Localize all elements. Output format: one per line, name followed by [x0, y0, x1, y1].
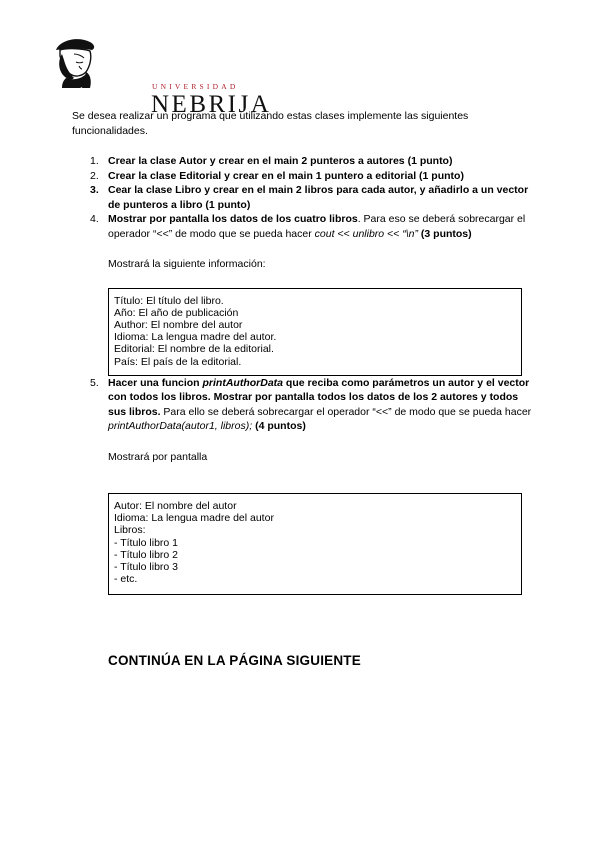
task-text: Cear la clase Libro y crear en el main 2 libros para cada autor, y añadirlo a un vector de punteros a libro (1 punto): [108, 184, 529, 211]
task-item-3: [72, 183, 532, 212]
box-line: Autor: El nombre del autor: [114, 500, 237, 512]
output-caption-1: Mostrará la siguiente información:: [108, 258, 266, 270]
task-list: [72, 154, 532, 241]
code-snippet: printAuthorData(autor1, libros);: [108, 420, 253, 432]
task-list-continued: [72, 376, 532, 434]
continue-notice: CONTINÚA EN LA PÁGINA SIGUIENTE: [108, 653, 361, 668]
task-number: 5.: [90, 376, 99, 389]
erasmus-portrait-icon: [52, 36, 98, 88]
university-logo: [52, 36, 272, 118]
box-line: - Título libro 2: [114, 548, 178, 561]
task-title: Hacer una funcion: [108, 376, 203, 389]
output-box-book: [108, 288, 522, 376]
task-title: Mostrar por pantalla los datos de los cuatro libros: [108, 213, 358, 225]
task-title-rest: que reciba como parámetros un autor y el vector con todos los libros. Mostrar por pantalla todos los datos de los 2 autores y todos sus libros.: [108, 376, 530, 418]
task-item-5: [72, 376, 532, 434]
box-line: - etc.: [114, 573, 138, 586]
output-box-author: [108, 493, 522, 595]
function-name: printAuthorData: [202, 376, 284, 389]
intro-paragraph: Se desea realizar un programa que utilizando estas clases implemente las siguientes funcionalidades.: [72, 110, 469, 137]
box-line: Editorial: El nombre de la editorial.: [114, 343, 274, 356]
task-number: 3.: [90, 184, 99, 196]
task-text: Crear la clase Editorial y crear en el main 1 puntero a editorial (1 punto): [108, 169, 464, 182]
box-line: Año: El año de publicación: [114, 306, 239, 319]
box-line: - Título libro 1: [114, 536, 178, 549]
logo-name: NEBRIJA: [151, 91, 272, 118]
box-line: País: El país de la editorial.: [114, 355, 242, 368]
box-line: Título: El título del libro.: [114, 294, 224, 307]
task-points: (4 puntos): [252, 420, 306, 432]
task-number: 2.: [90, 169, 99, 182]
task-text: Crear la clase Autor y crear en el main 2 punteros a autores (1 punto): [108, 155, 453, 167]
logo-university-word: UNIVERSIDAD: [152, 82, 239, 91]
task-text: Para ello se deberá sobrecargar el operador “<<” de modo que se pueda hacer: [160, 405, 532, 418]
document-body: [72, 109, 532, 595]
task-item-2: [72, 169, 532, 184]
box-line: - Título libro 3: [114, 561, 178, 574]
task-number: 1.: [90, 155, 99, 167]
box-line: Author: El nombre del autor: [114, 318, 243, 331]
task-points: (3 puntos): [417, 227, 472, 240]
output-caption-2: Mostrará por pantalla: [108, 450, 208, 463]
task-item-4: [72, 212, 532, 241]
code-snippet: cout << unlibro << “\n”: [314, 227, 418, 240]
box-line: Idioma: La lengua madre del autor.: [114, 331, 277, 344]
task-item-1: [72, 154, 532, 169]
task-text: . Para eso se deberá sobrecargar el operador “<<” de modo que se pueda hacer: [108, 213, 526, 240]
box-line: Libros:: [114, 524, 146, 537]
task-number: 4.: [90, 213, 99, 225]
box-line: Idioma: La lengua madre del autor: [114, 512, 274, 525]
